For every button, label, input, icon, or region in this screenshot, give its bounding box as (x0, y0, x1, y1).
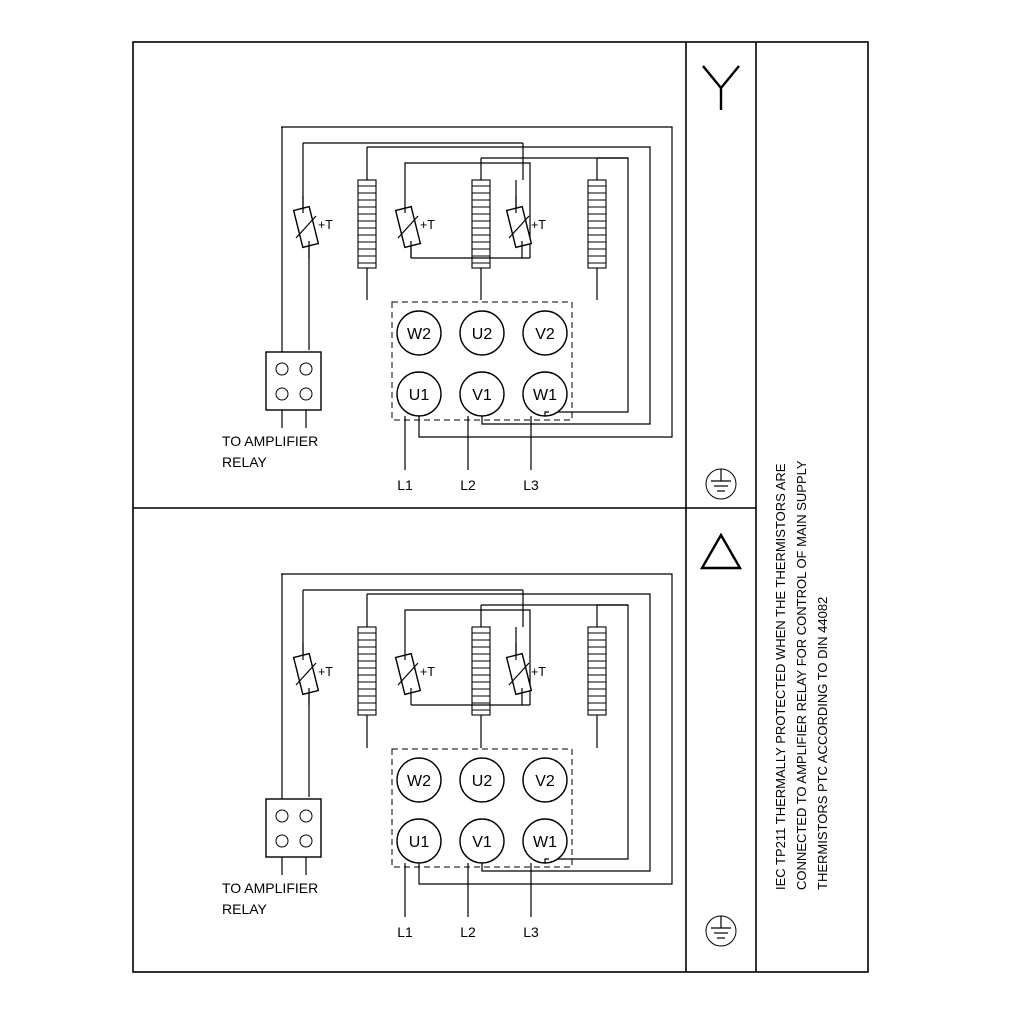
terminal-label-u2: U2 (471, 773, 493, 790)
amplifier-terminal-block (266, 574, 321, 875)
terminal-u1 (397, 819, 441, 863)
thermistor-3 (507, 180, 547, 258)
note-line-2: CONNECTED TO AMPLIFIER RELAY FOR CONTROL OF MAIN SUPPLY (794, 460, 809, 890)
terminal-w2 (397, 311, 441, 355)
supply-lines (405, 412, 597, 470)
terminal-w2 (397, 758, 441, 802)
thermistor-3 (507, 627, 547, 705)
thermistor-1 (294, 143, 334, 350)
terminal-label-w1: W1 (533, 834, 557, 851)
note-line-3: THERMISTORS PTC ACCORDING TO DIN 44082 (815, 596, 830, 890)
amplifier-label-line2: RELAY (222, 901, 267, 917)
terminal-label-v2: V2 (535, 326, 555, 343)
terminal-v1 (460, 819, 504, 863)
note-line-1: IEC TP211 THERMALLY PROTECTED WHEN THE THERMISTORS ARE (773, 463, 788, 890)
terminal-u2 (460, 311, 504, 355)
motor-coil-u (472, 627, 490, 748)
terminal-v1 (460, 372, 504, 416)
terminal-label-v1: V1 (472, 834, 492, 851)
thermistor-label-3: +T (531, 665, 546, 679)
panel-star (222, 66, 739, 499)
motor-coil-u (472, 180, 490, 300)
earth-ground-symbol (706, 916, 736, 946)
star-connection-symbol (703, 66, 739, 110)
amplifier-terminal-block (266, 127, 321, 428)
amplifier-label-line1: TO AMPLIFIER (222, 880, 319, 896)
earth-ground-symbol (706, 469, 736, 499)
terminal-v2 (523, 311, 567, 355)
supply-label-l3: L3 (523, 924, 539, 940)
supply-label-l1: L1 (397, 477, 413, 493)
motor-coil-v (588, 627, 606, 748)
terminal-label-v2: V2 (535, 773, 555, 790)
terminal-v2 (523, 758, 567, 802)
supply-label-l3: L3 (523, 477, 539, 493)
thermistor-1 (294, 590, 334, 797)
terminal-u1 (397, 372, 441, 416)
terminal-u2 (460, 758, 504, 802)
terminal-label-u2: U2 (471, 326, 493, 343)
panel-delta (222, 535, 740, 946)
delta-connection-symbol (702, 535, 740, 568)
terminal-label-v1: V1 (472, 387, 492, 404)
thermistor-label-1: +T (318, 665, 333, 679)
terminal-label-w1: W1 (533, 387, 557, 404)
thermistor-label-2: +T (420, 665, 435, 679)
motor-coil-w (358, 627, 376, 748)
terminal-label-u1: U1 (408, 834, 430, 851)
amplifier-label-line2: RELAY (222, 454, 267, 470)
terminal-label-u1: U1 (408, 387, 430, 404)
thermistor-label-3: +T (531, 218, 546, 232)
thermistor-label-1: +T (318, 218, 333, 232)
motor-coil-v (588, 180, 606, 300)
terminal-label-w2: W2 (407, 326, 431, 343)
thermistor-label-2: +T (420, 218, 435, 232)
terminal-label-w2: W2 (407, 773, 431, 790)
notes-block (773, 460, 830, 890)
terminal-w1 (523, 372, 567, 416)
supply-lines (405, 859, 597, 917)
supply-label-l1: L1 (397, 924, 413, 940)
supply-label-l2: L2 (460, 924, 476, 940)
amplifier-label-line1: TO AMPLIFIER (222, 433, 319, 449)
motor-coil-w (358, 180, 376, 300)
terminal-w1 (523, 819, 567, 863)
supply-label-l2: L2 (460, 477, 476, 493)
